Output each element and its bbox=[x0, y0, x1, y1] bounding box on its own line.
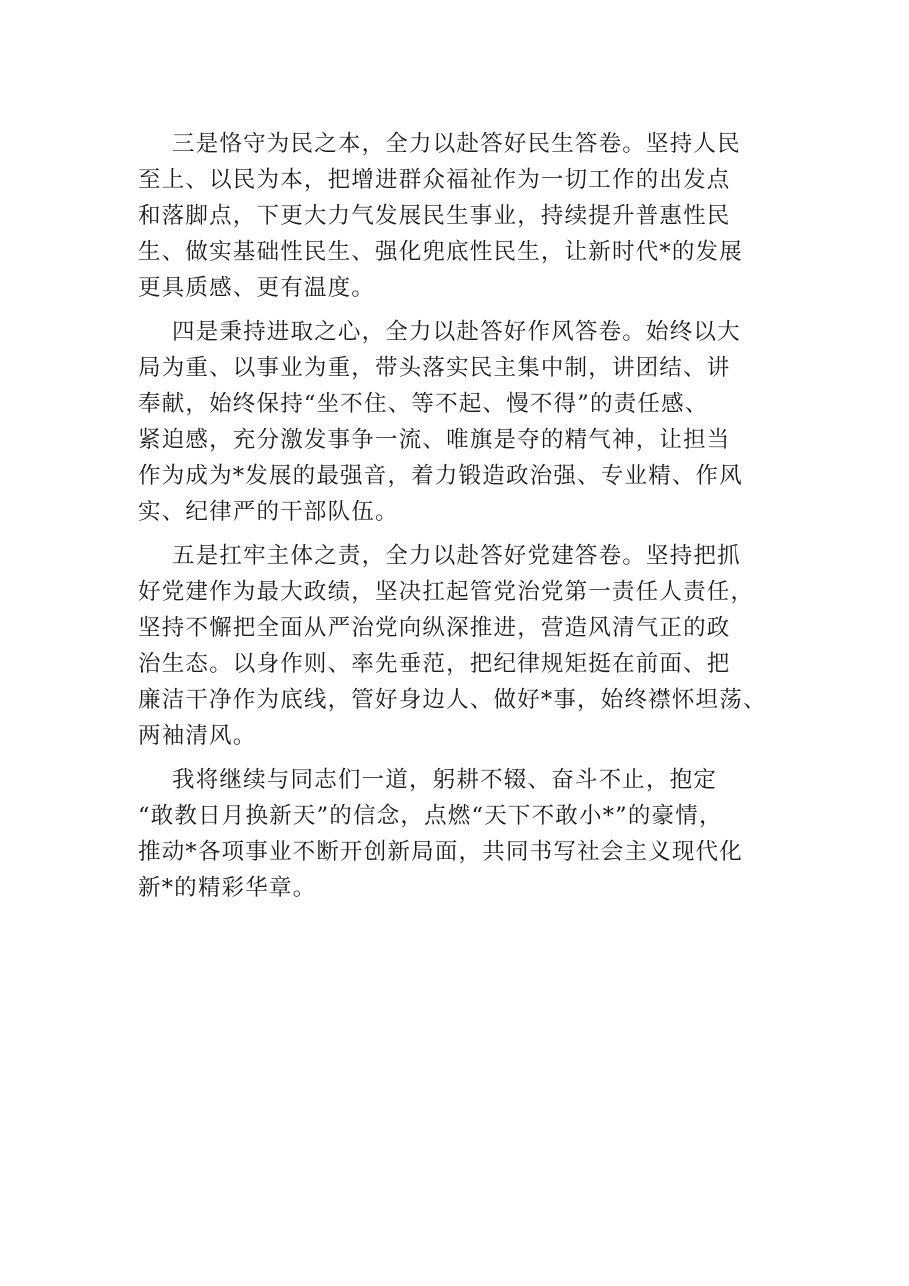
text-line: 推动*各项事业不断开创新局面，共同书写社会主义现代化 bbox=[138, 839, 743, 865]
text-line: 治生态。以身作则、率先垂范，把纪律规矩挺在前面、把 bbox=[138, 651, 731, 677]
text-line: 四是秉持进取之心，全力以赴答好作风答卷。始终以大 bbox=[172, 319, 741, 345]
text-line: 好党建作为最大政绩，坚决扛起管党治党第一责任人责任， bbox=[138, 579, 755, 605]
text-line: 坚持不懈把全面从严治党向纵深推进，营造风清气正的政 bbox=[138, 615, 731, 641]
text-line: 局为重、以事业为重，带头落实民主集中制，讲团结、讲 bbox=[138, 355, 731, 381]
text-line: 廉洁干净作为底线，管好身边人、做好*事，始终襟怀坦荡、 bbox=[138, 687, 767, 713]
text-line: “敢教日月换新天”的信念，点燃“天下不敢小*”的豪情， bbox=[138, 803, 723, 829]
paragraph-closing bbox=[138, 762, 788, 906]
text-line: 三是恪守为民之本，全力以赴答好民生答卷。坚持人民 bbox=[172, 131, 741, 157]
paragraph-dangjian bbox=[138, 538, 788, 754]
text-line: 我将继续与同志们一道，躬耕不辍、奋斗不止，抱定 bbox=[172, 767, 718, 793]
text-line: 更具质感、更有温度。 bbox=[138, 275, 376, 301]
text-line: 奉献，始终保持“坐不住、等不起、慢不得”的责任感、 bbox=[138, 391, 709, 417]
text-line: 至上、以民为本，把增进群众福祉作为一切工作的出发点 bbox=[138, 167, 731, 193]
text-line: 作为成为*发展的最强音，着力锻造政治强、专业精、作风 bbox=[138, 463, 743, 489]
text-line: 五是扛牢主体之责，全力以赴答好党建答卷。坚持把抓 bbox=[172, 543, 741, 569]
text-line: 和落脚点，下更大力气发展民生事业，持续提升普惠性民 bbox=[138, 203, 731, 229]
text-line: 实、纪律严的干部队伍。 bbox=[138, 499, 399, 525]
text-line: 紧迫感，充分激发事争一流、唯旗是夺的精气神，让担当 bbox=[138, 427, 731, 453]
paragraph-zuofeng bbox=[138, 314, 788, 530]
document-body bbox=[138, 126, 788, 914]
paragraph-minsheng bbox=[138, 126, 788, 306]
text-line: 生、做实基础性民生、强化兜底性民生，让新时代*的发展 bbox=[138, 239, 743, 265]
text-line: 新*的精彩华章。 bbox=[138, 875, 317, 901]
text-line: 两袖清风。 bbox=[138, 723, 257, 749]
